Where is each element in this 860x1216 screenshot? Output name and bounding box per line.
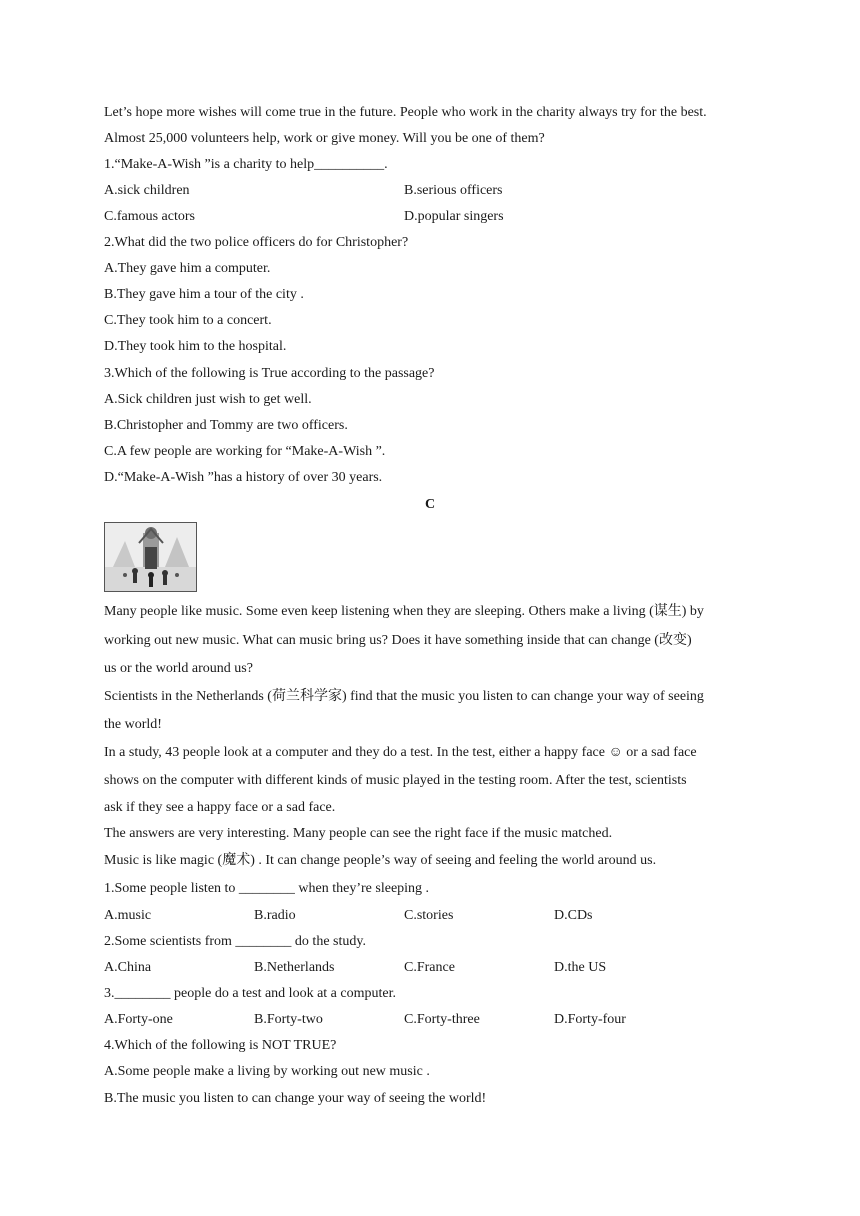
question-stem: 3.Which of the following is True according to the passage? (104, 366, 435, 381)
passage-line: Scientists in the Netherlands (荷兰科学家) find that the music you listen to can change your way of seeing (104, 689, 704, 704)
answer-option: D.Forty-four (554, 1012, 626, 1027)
passage-line: Let’s hope more wishes will come true in the future. People who work in the charity always try for the best. (104, 105, 707, 120)
passage-line: Music is like magic (魔术) . It can change people’s way of seeing and feeling the world around us. (104, 853, 657, 868)
answer-option: A.Some people make a living by working out new music . (104, 1064, 430, 1079)
answer-option: A.Forty-one (104, 1012, 173, 1027)
answer-option: C.Forty-three (404, 1012, 480, 1027)
passage-line: ask if they see a happy face or a sad face. (104, 800, 336, 815)
passage-line: working out new music. What can music bring us? Does it have something inside that can change (改变) (104, 633, 692, 648)
answer-option: D.popular singers (404, 209, 504, 224)
answer-option: C.famous actors (104, 209, 195, 224)
answer-option: B.Forty-two (254, 1012, 323, 1027)
answer-option: B.Christopher and Tommy are two officers. (104, 418, 348, 433)
answer-option: A.Sick children just wish to get well. (104, 392, 312, 407)
passage-line: shows on the computer with different kinds of music played in the testing room. After the test, scientists (104, 773, 687, 788)
answer-option: C.France (404, 960, 455, 975)
question-stem: 1.Some people listen to ________ when they’re sleeping . (104, 881, 430, 896)
performers-illustration (105, 523, 196, 591)
passage-line: Many people like music. Some even keep listening when they are sleeping. Others make a living (谋生) by (104, 604, 704, 619)
answer-option: A.sick children (104, 183, 190, 198)
answer-option: D.CDs (554, 908, 593, 923)
answer-option: B.Netherlands (254, 960, 335, 975)
answer-option: D.They took him to the hospital. (104, 339, 287, 354)
question-stem: 1.“Make-A-Wish ”is a charity to help__________. (104, 157, 388, 172)
answer-option: C.They took him to a concert. (104, 313, 272, 328)
passage-line: In a study, 43 people look at a computer and they do a test. In the test, either a happy face ☺ or a sad face (104, 745, 697, 760)
answer-option: A.China (104, 960, 152, 975)
answer-option: B.radio (254, 908, 296, 923)
question-stem: 2.What did the two police officers do for Christopher? (104, 235, 409, 250)
answer-option: A.They gave him a computer. (104, 261, 271, 276)
section-heading: C (424, 497, 436, 512)
answer-option: C.A few people are working for “Make-A-Wish ”. (104, 444, 386, 459)
passage-line: The answers are very interesting. Many people can see the right face if the music matched. (104, 826, 613, 841)
answer-option: C.stories (404, 908, 454, 923)
answer-option: A.music (104, 908, 152, 923)
answer-option: B.The music you listen to can change your way of seeing the world! (104, 1091, 487, 1106)
question-stem: 4.Which of the following is NOT TRUE? (104, 1038, 337, 1053)
answer-option: D.“Make-A-Wish ”has a history of over 30 years. (104, 470, 383, 485)
passage-line: Almost 25,000 volunteers help, work or give money. Will you be one of them? (104, 131, 545, 146)
passage-line: the world! (104, 717, 162, 732)
passage-photo (104, 522, 197, 592)
answer-option: D.the US (554, 960, 607, 975)
answer-option: B.serious officers (404, 183, 503, 198)
passage-line: us or the world around us? (104, 661, 253, 676)
answer-option: B.They gave him a tour of the city . (104, 287, 304, 302)
question-stem: 3.________ people do a test and look at a computer. (104, 986, 396, 1001)
question-stem: 2.Some scientists from ________ do the study. (104, 934, 366, 949)
